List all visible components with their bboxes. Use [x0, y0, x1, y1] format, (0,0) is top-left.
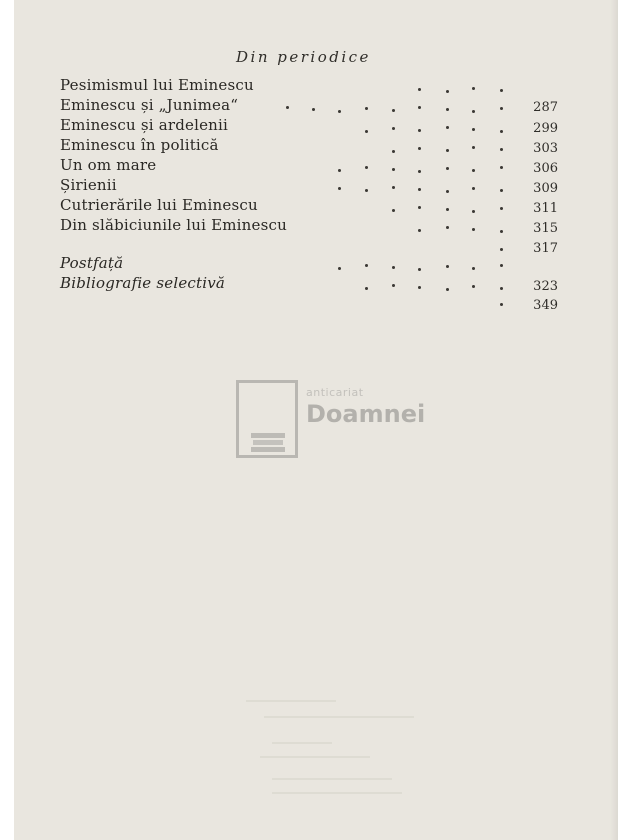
toc-entry-title: Postfață [60, 254, 124, 272]
leader-dot [472, 228, 475, 231]
leader-dot [446, 149, 449, 152]
leader-dot [472, 187, 475, 190]
leader-dot [446, 226, 449, 229]
leader-dot [392, 266, 395, 269]
leader-dot [446, 265, 449, 268]
leader-dot [418, 147, 421, 150]
toc-entry-title: Eminescu și ardelenii [60, 116, 229, 134]
toc-entry-title: Șirienii [60, 176, 117, 194]
leader-dot [500, 107, 503, 110]
leader-dot [418, 106, 421, 109]
leader-dot [392, 209, 395, 212]
leader-dot [472, 169, 475, 172]
leader-dot [446, 108, 449, 111]
faint-imprint [260, 756, 370, 758]
toc-entry-page: 315 [533, 221, 558, 236]
leader-dot [446, 288, 449, 291]
leader-dot [418, 286, 421, 289]
toc-entry-page: 306 [533, 161, 558, 176]
leader-dot [446, 167, 449, 170]
toc-entry-page: 323 [533, 279, 558, 294]
leader-dot [392, 186, 395, 189]
toc-entry-title: Eminescu în politică [60, 136, 219, 154]
leader-dot [500, 148, 503, 151]
leader-dot [392, 168, 395, 171]
leader-dot [365, 189, 368, 192]
leader-dot [446, 208, 449, 211]
watermark-subtitle: anticariat [306, 386, 364, 399]
leader-dot [472, 285, 475, 288]
leader-dot [472, 267, 475, 270]
leader-dot [338, 169, 341, 172]
leader-dot [392, 109, 395, 112]
leader-dot [446, 190, 449, 193]
leader-dot [472, 146, 475, 149]
leader-dot [418, 206, 421, 209]
leader-dot [392, 284, 395, 287]
toc-entry-page: 317 [533, 241, 558, 256]
leader-dot [500, 264, 503, 267]
leader-dot [365, 166, 368, 169]
leader-dot [392, 127, 395, 130]
leader-dot [418, 170, 421, 173]
leader-dot [500, 89, 503, 92]
faint-imprint [264, 716, 414, 718]
faint-imprint [272, 778, 392, 780]
leader-dot [338, 110, 341, 113]
books-icon [251, 431, 285, 455]
toc-entry-page: 349 [533, 298, 558, 313]
leader-dot [500, 230, 503, 233]
book-page [14, 0, 618, 840]
leader-dot [500, 303, 503, 306]
table-of-contents [14, 0, 618, 320]
leader-dot [418, 188, 421, 191]
toc-entry-title: Un om mare [60, 156, 157, 174]
toc-entry-page: 299 [533, 121, 558, 136]
leader-dot [338, 187, 341, 190]
leader-dot [472, 128, 475, 131]
toc-entry-title: Cutrierările lui Eminescu [60, 196, 258, 214]
toc-entry-title: Din slăbiciunile lui Eminescu [60, 216, 287, 234]
leader-dot [365, 130, 368, 133]
leader-dot [500, 166, 503, 169]
leader-dot [500, 207, 503, 210]
leader-dot [500, 189, 503, 192]
leader-dot [472, 87, 475, 90]
leader-dot [365, 287, 368, 290]
toc-entry-page: 311 [533, 201, 558, 216]
toc-entry-title: Eminescu și „Junimea“ [60, 96, 239, 114]
toc-entry-page: 303 [533, 141, 558, 156]
leader-dot [500, 248, 503, 251]
leader-dot [472, 210, 475, 213]
leader-dot [500, 287, 503, 290]
leader-dot [418, 229, 421, 232]
leader-dot [338, 267, 341, 270]
leader-dot [312, 108, 315, 111]
toc-entry-title: Pesimismul lui Eminescu [60, 76, 254, 94]
leader-dot [446, 90, 449, 93]
leader-dot [500, 130, 503, 133]
toc-entry-page: 287 [533, 100, 558, 115]
leader-dot [392, 150, 395, 153]
watermark-logo [236, 380, 426, 460]
leader-dot [418, 129, 421, 132]
leader-dot [418, 268, 421, 271]
leader-dot [418, 88, 421, 91]
section-title: Din periodice [236, 48, 371, 66]
leader-dot [472, 110, 475, 113]
faint-imprint [272, 792, 402, 794]
leader-dot [365, 264, 368, 267]
leader-dot [365, 107, 368, 110]
leader-dot [446, 126, 449, 129]
watermark-title: Doamnei [306, 400, 426, 428]
toc-entry-title: Bibliografie selectivă [60, 274, 226, 292]
book-frame-icon [236, 380, 298, 458]
faint-imprint [246, 700, 336, 702]
toc-entry-page: 309 [533, 181, 558, 196]
faint-imprint [272, 742, 332, 744]
leader-dot [286, 106, 289, 109]
